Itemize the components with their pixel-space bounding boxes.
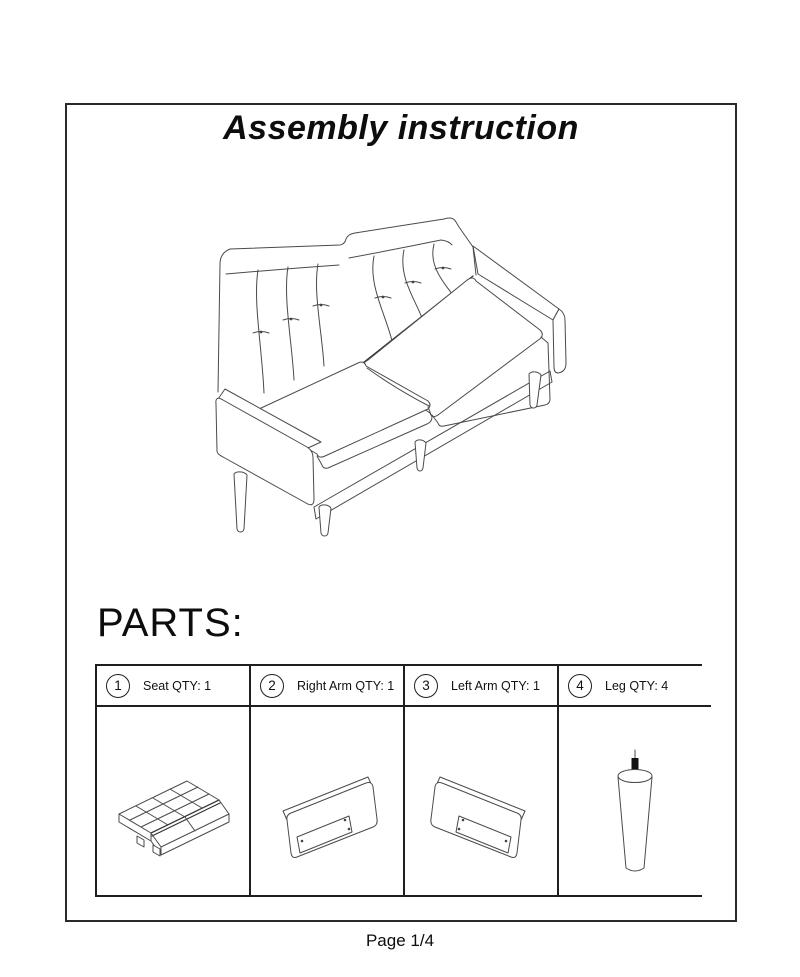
- leg-part-drawing: [559, 708, 711, 894]
- page-number: Page 1/4: [365, 931, 435, 950]
- part-label: Seat QTY: 1: [143, 678, 212, 693]
- part-number-badge: 2: [260, 674, 284, 698]
- parts-heading: PARTS:: [97, 601, 244, 645]
- part-number-badge: 1: [106, 674, 130, 698]
- part-header-leg: [559, 666, 711, 707]
- sofa-leg-right: [529, 372, 541, 408]
- part-header-right-arm: [251, 666, 405, 707]
- part-header-left-arm: [405, 666, 559, 707]
- part-cell-leg: [559, 707, 711, 895]
- sofa-assembled-drawing: [182, 197, 602, 547]
- part-cell-left-arm: [405, 707, 559, 895]
- part-label: Left Arm QTY: 1: [451, 678, 540, 693]
- sofa-leg-rear-left: [234, 472, 247, 532]
- right-arm-part-drawing: [251, 708, 403, 894]
- sofa-leg-middle: [415, 440, 426, 471]
- part-number-badge: 4: [568, 674, 592, 698]
- seat-part-drawing: [97, 708, 249, 894]
- left-arm-part-drawing: [405, 708, 557, 894]
- part-cell-seat: [97, 707, 251, 895]
- sofa-illustration: [182, 197, 602, 547]
- sofa-right-arm-front: [553, 309, 566, 373]
- part-label: Right Arm QTY: 1: [297, 678, 395, 693]
- part-cell-right-arm: [251, 707, 405, 895]
- part-label: Leg QTY: 4: [605, 678, 669, 693]
- sofa-back-seams-left: [257, 264, 324, 393]
- parts-table: [95, 664, 702, 897]
- page-title: Assembly instruction: [223, 109, 579, 147]
- document-sheet-border: [65, 103, 737, 922]
- part-number-badge: 3: [414, 674, 438, 698]
- part-header-seat: [97, 666, 251, 707]
- sofa-leg-front-left: [319, 505, 331, 536]
